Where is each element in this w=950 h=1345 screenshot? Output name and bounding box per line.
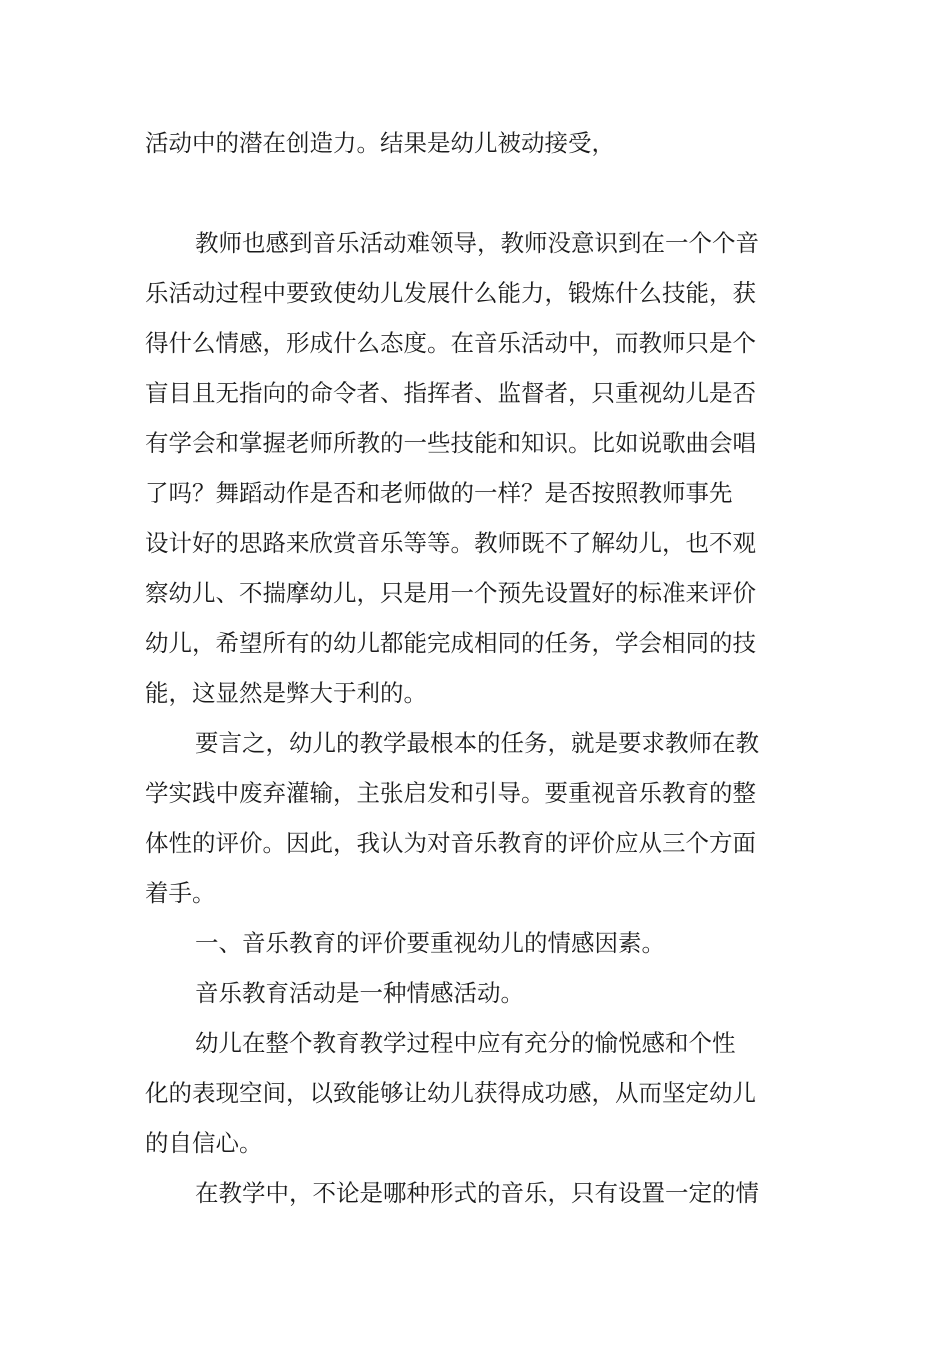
text-line: 学实践中废弃灌输，主张启发和引导。要重视音乐教育的整	[145, 779, 756, 807]
text-line: 了吗？舞蹈动作是否和老师做的一样？是否按照教师事先	[145, 479, 733, 507]
text-line: 体性的评价。因此，我认为对音乐教育的评价应从三个方面	[145, 829, 756, 857]
section-heading: 一、音乐教育的评价要重视幼儿的情感因素。	[195, 929, 665, 957]
paragraph-start: 幼儿在整个教育教学过程中应有充分的愉悦感和个性	[195, 1029, 736, 1057]
paragraph-start: 教师也感到音乐活动难领导，教师没意识到在一个个音	[195, 229, 759, 257]
text-line: 得什么情感，形成什么态度。在音乐活动中，而教师只是个	[145, 329, 756, 357]
paragraph-start: 在教学中，不论是哪种形式的音乐，只有设置一定的情	[195, 1179, 759, 1207]
text-line: 能，这显然是弊大于利的。	[145, 679, 427, 707]
text-line: 察幼儿、不揣摩幼儿，只是用一个预先设置好的标准来评价	[145, 579, 756, 607]
text-line: 化的表现空间，以致能够让幼儿获得成功感，从而坚定幼儿	[145, 1079, 756, 1107]
text-line: 活动中的潜在创造力。结果是幼儿被动接受，	[145, 129, 615, 157]
text-line: 幼儿，希望所有的幼儿都能完成相同的任务，学会相同的技	[145, 629, 756, 657]
text-line: 的自信心。	[145, 1129, 263, 1157]
paragraph-start: 音乐教育活动是一种情感活动。	[195, 979, 524, 1007]
paragraph-start: 要言之，幼儿的教学最根本的任务，就是要求教师在教	[195, 729, 759, 757]
text-line: 有学会和掌握老师所教的一些技能和知识。比如说歌曲会唱	[145, 429, 756, 457]
text-line: 乐活动过程中要致使幼儿发展什么能力，锻炼什么技能，获	[145, 279, 756, 307]
text-line: 设计好的思路来欣赏音乐等等。教师既不了解幼儿，也不观	[145, 529, 756, 557]
text-line: 盲目且无指向的命令者、指挥者、监督者，只重视幼儿是否	[145, 379, 756, 407]
text-line: 着手。	[145, 879, 216, 907]
